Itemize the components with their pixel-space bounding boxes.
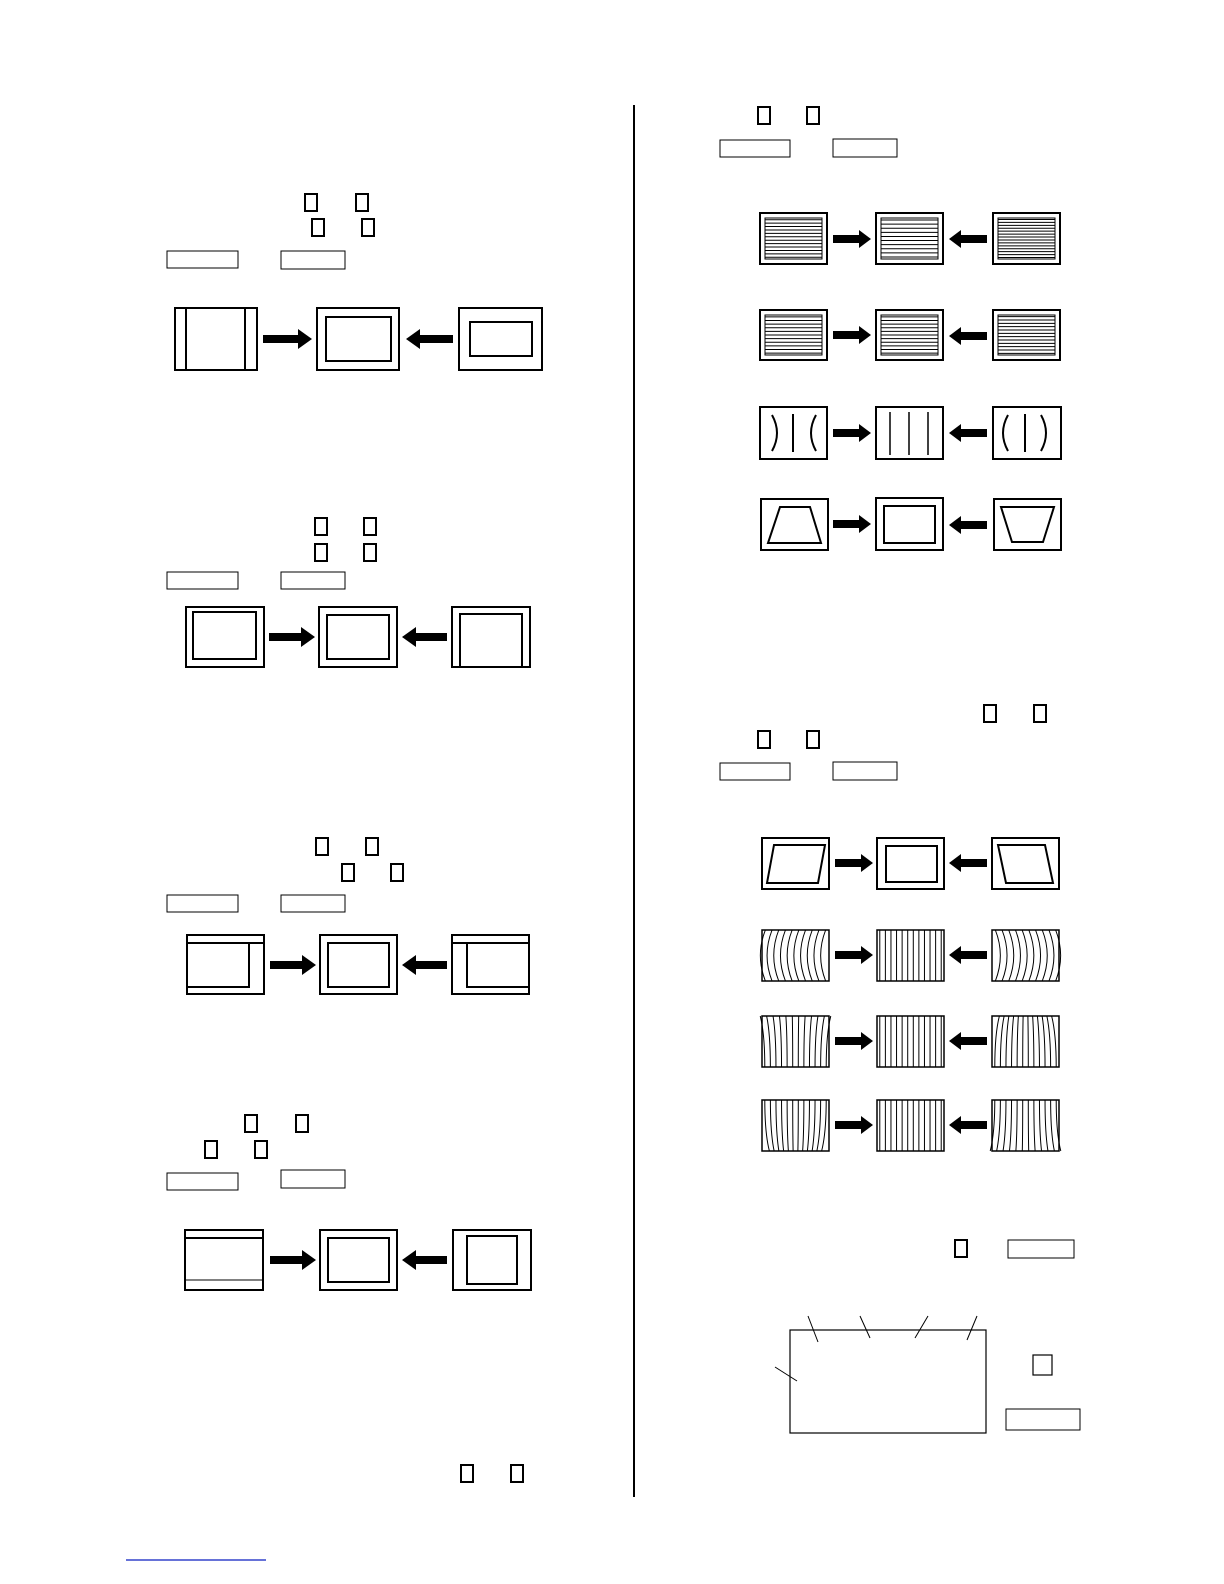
label-box [281,572,345,589]
key-icon [362,219,374,236]
arrow-right-icon [833,515,871,533]
screen-frame [877,1100,944,1151]
arrow-left-icon [949,854,987,872]
key-icon [807,731,819,748]
arrow-right-icon [263,329,312,349]
label-box [1008,1240,1074,1258]
screen-frame [452,607,530,667]
key-icon [342,864,354,881]
section-screen-marker [775,1240,1080,1433]
label-box [167,251,238,268]
screen-frame [876,213,943,264]
screen-frame [992,1100,1059,1151]
arrow-right-icon [270,955,316,975]
arrow-left-icon [949,424,987,442]
label-box [167,572,238,589]
label-box [833,139,897,157]
arrow-left-icon [402,955,447,975]
label-box [720,140,790,157]
key-icon [315,518,327,535]
key-icon [984,705,996,722]
arrow-left-icon [406,329,453,349]
footer-keys [461,1465,523,1482]
key-icon [758,107,770,124]
screen-frame [992,930,1059,981]
screen-rectangle [790,1330,986,1433]
arrow-left-icon [949,1032,987,1050]
label-box [281,895,345,912]
key-icon [296,1115,308,1132]
screen-frame [993,310,1060,360]
right-diagrams [760,213,1061,1151]
label-box [281,1170,345,1188]
label-box [1006,1409,1080,1430]
key-icon [391,864,403,881]
key-icon [245,1115,257,1132]
arrow-right-icon [835,946,873,964]
label-box [281,251,345,269]
key-icon [1033,1355,1052,1375]
screen-frame [459,308,542,370]
screen-frame [992,1016,1059,1067]
arrow-left-icon [949,327,987,345]
arrow-right-icon [833,230,871,248]
arrow-right-icon [835,1116,873,1134]
arrow-left-icon [949,946,987,964]
screen-frame [453,1230,531,1290]
key-icon [312,219,324,236]
label-box [167,1173,238,1190]
arrow-left-icon [949,516,987,534]
key-icon [316,838,328,855]
section-horizontal-size [167,194,542,370]
arrow-right-icon [833,326,871,344]
screen-frame [877,930,944,981]
screen-frame [762,1016,829,1067]
label-box [720,763,790,780]
key-icon [315,544,327,561]
section-vertical-size [167,1115,531,1290]
label-box [167,895,238,912]
label-box [833,762,897,780]
arrow-right-icon [833,424,871,442]
key-icon [955,1240,967,1257]
section-linearity [720,107,897,157]
key-icon [758,731,770,748]
key-icon [461,1465,473,1482]
arrow-left-icon [949,230,987,248]
key-icon [364,518,376,535]
arrow-left-icon [402,1250,447,1270]
key-icon [364,544,376,561]
section-vertical-position [167,838,529,994]
screen-frame [760,213,827,264]
arrow-right-icon [269,627,315,647]
key-icon [1034,705,1046,722]
key-icon [356,194,368,211]
section-parallelogram-keys [720,705,1046,780]
section-horizontal-position [167,518,530,667]
screen-frame [993,213,1060,264]
screen-frame [762,1100,829,1151]
key-icon [366,838,378,855]
key-icon [807,107,819,124]
screen-frame [877,1016,944,1067]
arrow-right-icon [835,1032,873,1050]
arrow-left-icon [949,1116,987,1134]
key-icon [205,1141,217,1158]
key-icon [255,1141,267,1158]
arrow-right-icon [835,854,873,872]
arrow-right-icon [270,1250,316,1270]
key-icon [511,1465,523,1482]
key-icon [305,194,317,211]
arrow-left-icon [402,627,447,647]
screen-frame [762,930,829,981]
